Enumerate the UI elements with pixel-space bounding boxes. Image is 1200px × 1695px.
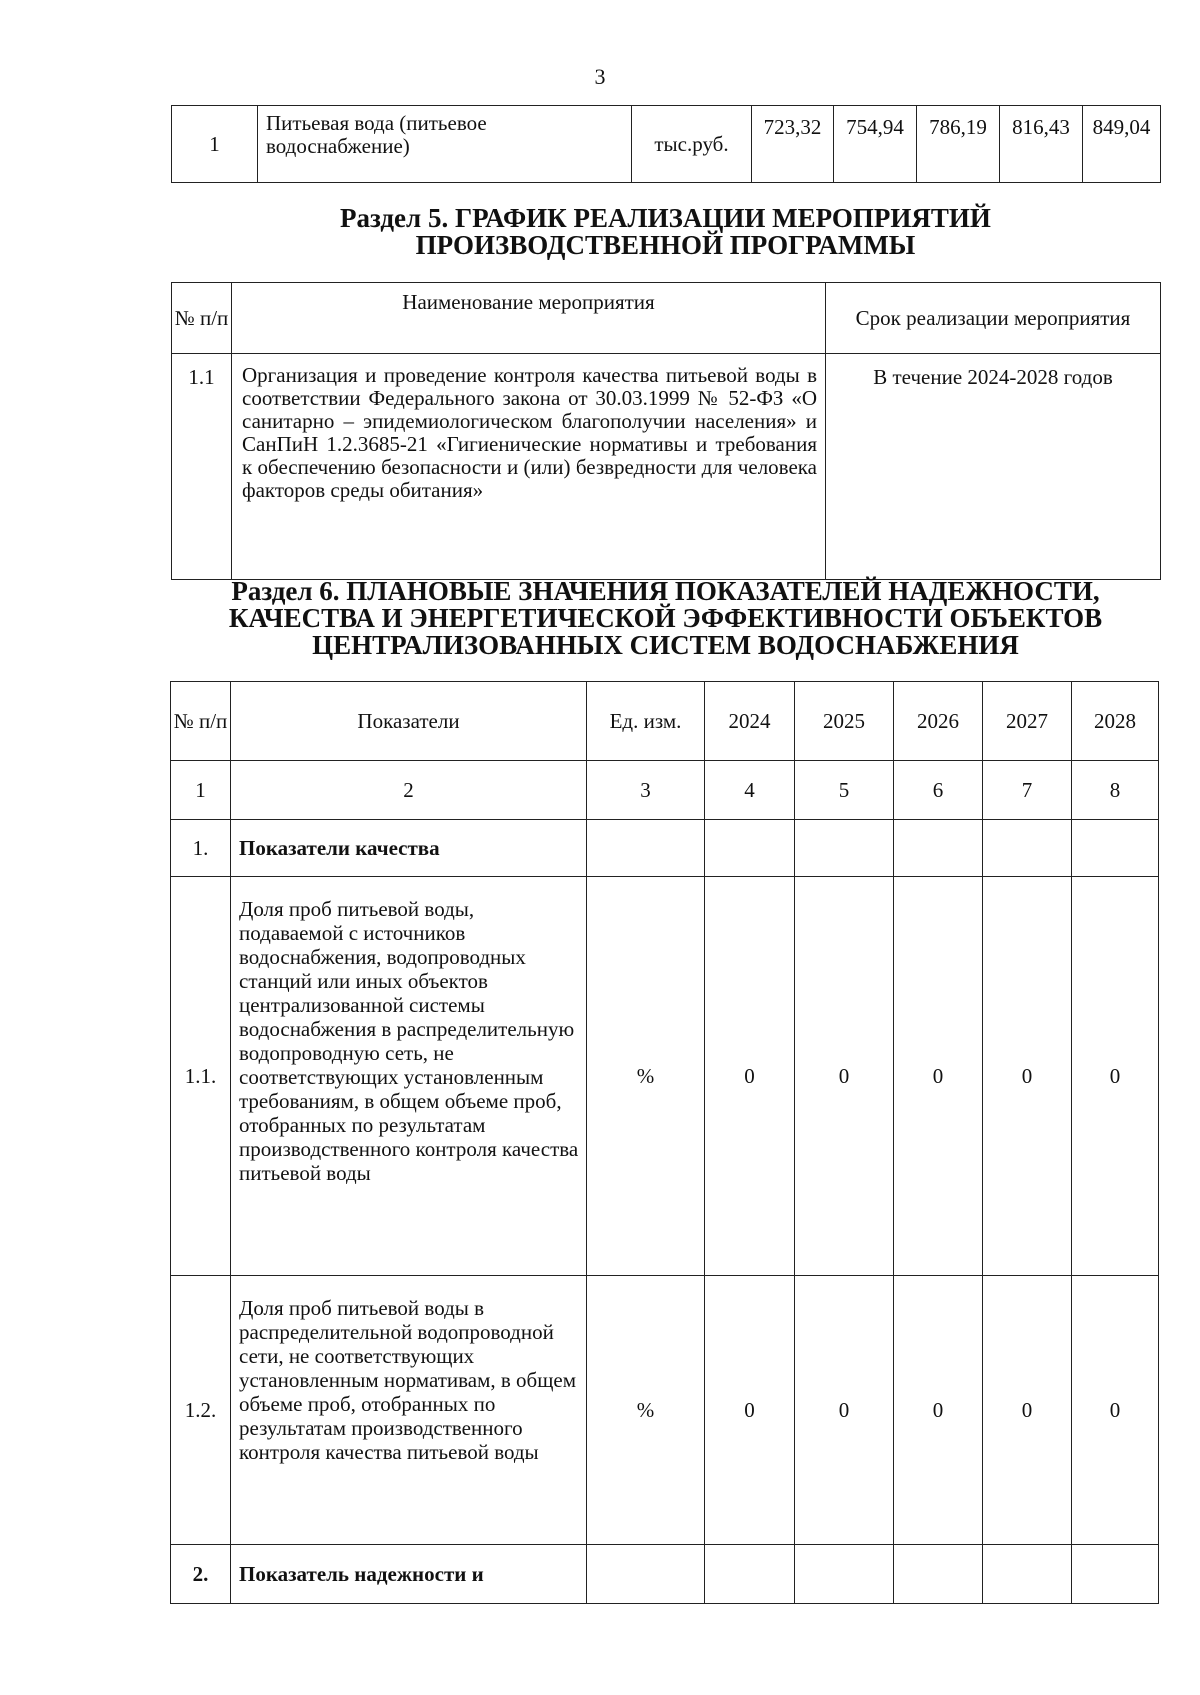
tariff-table: [171, 105, 1161, 183]
value-cell: [1072, 1545, 1159, 1604]
header-year: 2027: [983, 682, 1072, 761]
value-cell: [705, 1545, 795, 1604]
column-index: 3: [587, 761, 705, 820]
value-cell: 0: [705, 877, 795, 1276]
value-cell: [705, 820, 795, 877]
column-index: 8: [1072, 761, 1159, 820]
value-cell: 0: [894, 877, 983, 1276]
indicators-table: [170, 681, 1159, 1604]
header-num: № п/п: [172, 283, 232, 354]
value-cell: 0: [1072, 1276, 1159, 1545]
value-cell: 0: [1072, 877, 1159, 1276]
value-cell: 849,04: [1083, 106, 1161, 183]
row-num: 2.: [171, 1545, 231, 1604]
row-unit: тыс.руб.: [632, 106, 752, 183]
row-unit: [587, 820, 705, 877]
value-cell: 0: [983, 877, 1072, 1276]
value-cell: 816,43: [1000, 106, 1083, 183]
row-unit: [587, 1545, 705, 1604]
schedule-table: [171, 282, 1161, 580]
section6-title: [171, 578, 1160, 659]
header-name: Наименование мероприятия: [232, 283, 826, 354]
value-cell: 754,94: [834, 106, 917, 183]
row-term: В течение 2024-2028 годов: [826, 354, 1161, 580]
table-row: [172, 106, 1161, 183]
value-cell: 0: [705, 1276, 795, 1545]
header-indicator: Показатели: [231, 682, 587, 761]
value-cell: 723,32: [752, 106, 834, 183]
table-header-row: [171, 682, 1159, 761]
row-num: 1.1.: [171, 877, 231, 1276]
value-cell: [983, 820, 1072, 877]
column-index: 7: [983, 761, 1072, 820]
header-year: 2026: [894, 682, 983, 761]
section6-title-line1: Раздел 6. ПЛАНОВЫЕ ЗНАЧЕНИЯ ПОКАЗАТЕЛЕЙ НАДЕЖНОСТИ,: [231, 576, 1100, 606]
row-name: Показатели качества: [231, 820, 587, 877]
section6-title-line3: ЦЕНТРАЛИЗОВАННЫХ СИСТЕМ ВОДОСНАБЖЕНИЯ: [312, 630, 1019, 660]
table-row: [171, 877, 1159, 1276]
column-index: 4: [705, 761, 795, 820]
section5-title-line1: Раздел 5. ГРАФИК РЕАЛИЗАЦИИ МЕРОПРИЯТИЙ: [340, 203, 991, 233]
row-num: 1.1: [172, 354, 232, 580]
table-row: [171, 1276, 1159, 1545]
header-num: № п/п: [171, 682, 231, 761]
table-row: [172, 354, 1161, 580]
value-cell: [795, 1545, 894, 1604]
value-cell: [894, 1545, 983, 1604]
row-unit: %: [587, 877, 705, 1276]
section-row: [171, 820, 1159, 877]
header-year: 2025: [795, 682, 894, 761]
value-cell: 0: [983, 1276, 1072, 1545]
value-cell: 0: [795, 877, 894, 1276]
row-num: 1.: [171, 820, 231, 877]
row-num: 1.2.: [171, 1276, 231, 1545]
row-name: Доля проб питьевой воды в распределительной водопроводной сети, не соответствующих установленным нормативам, в общем объеме проб, отобранных по результатам производственного контроля качества питьевой воды: [231, 1276, 587, 1545]
header-year: 2028: [1072, 682, 1159, 761]
value-cell: 0: [894, 1276, 983, 1545]
value-cell: [1072, 820, 1159, 877]
row-name: Организация и проведение контроля качества питьевой воды в соответствии Федерального закона от 30.03.1999 № 52-ФЗ «О санитарно – эпидемиологическом благополучии населения» и СанПиН 1.2.3685-21 «Гигиенические нормативы и требования к обеспечению безопасности и (или) безвредности для человека факторов среды обитания»: [232, 354, 826, 580]
table-header-row: [172, 283, 1161, 354]
section6-title-line2: КАЧЕСТВА И ЭНЕРГЕТИЧЕСКОЙ ЭФФЕКТИВНОСТИ ОБЪЕКТОВ: [228, 603, 1103, 633]
value-cell: 786,19: [917, 106, 1000, 183]
header-year: 2024: [705, 682, 795, 761]
value-cell: [894, 820, 983, 877]
section5-title: [171, 205, 1160, 259]
column-index: 1: [171, 761, 231, 820]
row-name: Питьевая вода (питьевое водоснабжение): [258, 106, 632, 183]
row-index: 1: [172, 106, 258, 183]
page-number: 3: [594, 64, 606, 89]
section5-title-line2: ПРОИЗВОДСТВЕННОЙ ПРОГРАММЫ: [415, 230, 916, 260]
value-cell: 0: [795, 1276, 894, 1545]
column-index: 5: [795, 761, 894, 820]
column-index: 6: [894, 761, 983, 820]
column-index-row: [171, 761, 1159, 820]
row-name: Показатель надежности и: [231, 1545, 587, 1604]
column-index: 2: [231, 761, 587, 820]
value-cell: [983, 1545, 1072, 1604]
row-unit: %: [587, 1276, 705, 1545]
header-unit: Ед. изм.: [587, 682, 705, 761]
section-row: [171, 1545, 1159, 1604]
header-term: Срок реализации мероприятия: [826, 283, 1161, 354]
value-cell: [795, 820, 894, 877]
row-name: Доля проб питьевой воды, подаваемой с источников водоснабжения, водопроводных станций или иных объектов централизованной системы водоснабжения в распределительную водопроводную сеть, не соответствующих установленным требованиям, в общем объеме проб, отобранных по результатам производственного контроля качества питьевой воды: [231, 877, 587, 1276]
